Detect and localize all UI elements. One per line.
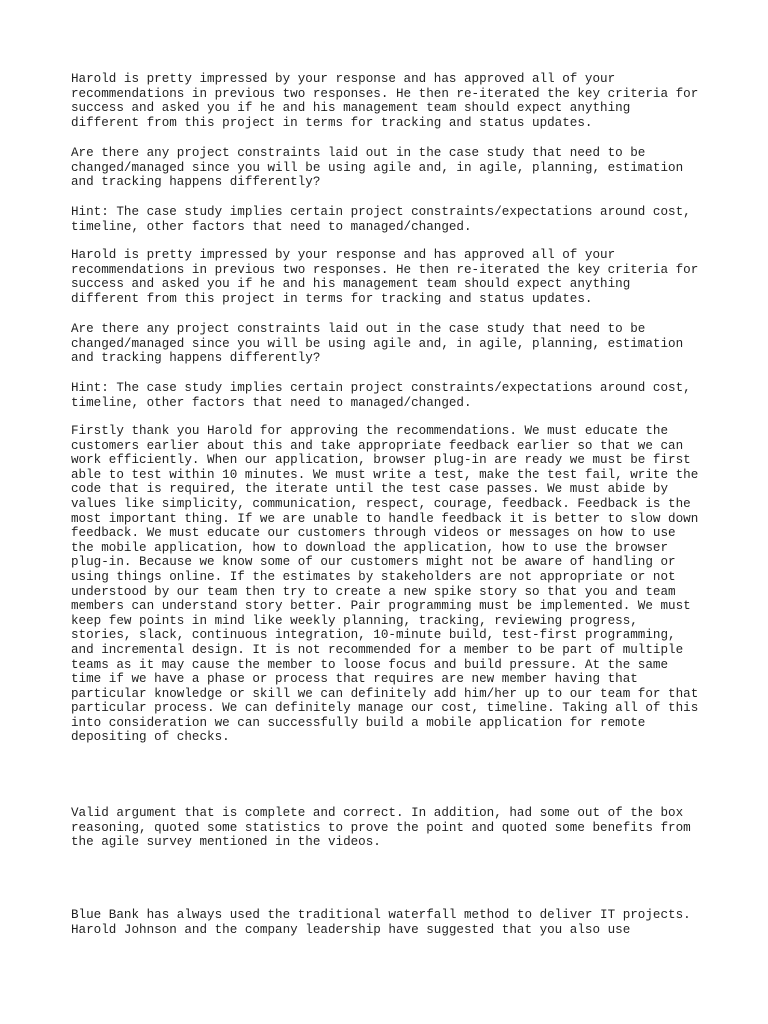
paragraph-hint-repeat: Hint: The case study implies certain project constraints/expectations around cost, timeline, other factors that need to managed/changed.: [71, 381, 691, 410]
paragraph-blue-bank: Blue Bank has always used the traditional waterfall method to deliver IT projects. Harold Johnson and the company leadership have suggested that you also use: [71, 908, 691, 937]
paragraph-answer: Firstly thank you Harold for approving the recommendations. We must educate the customers earlier about this and take appropriate feedback earlier so that we can work efficiently. When our application, browser plug-in are ready we must be first able to test within 10 minutes. We must write a test, make the test fail, write the code that is required, the iterate until the test case passes. We must abide by values like simplicity, communication, respect, courage, feedback. Feedback is the most important thing. If we are unable to handle feedback it is better to slow down feedback. We must educate our customers through videos or messages on how to use the mobile application, how to download the application, how to use the browser plug-in. Because we know some of our customers might not be aware of handling or using things online. If the estimates by stakeholders are not appropriate or not understood by our team then try to create a new spike story so that you and team members can understand story better. Pair programming must be implemented. We must keep few points in mind like weekly planning, tracking, reviewing progress, stories, slack, continuous integration, 10-minute build, test-first programming, and incremental design. It is not recommended for a member to be part of multiple teams as it may cause the member to loose focus and build pressure. At the same time if we have a phase or process that requires are new member having that particular knowledge or skill we can definitely add him/her up to our team for that particular process. We can definitely manage our cost, timeline. Taking all of this into consideration we can successfully build a mobile application for remote depositing of checks.: [71, 424, 699, 745]
paragraph-project-constraints-question-repeat: Are there any project constraints laid out in the case study that need to be changed/managed since you will be using agile and, in agile, planning, estimation and tracking happens differently?: [71, 322, 684, 366]
paragraph-hint: Hint: The case study implies certain project constraints/expectations around cost, timeline, other factors that need to managed/changed.: [71, 205, 691, 234]
paragraph-feedback: Valid argument that is complete and correct. In addition, had some out of the box reasoning, quoted some statistics to prove the point and quoted some benefits from the agile survey mentioned in the videos.: [71, 806, 691, 850]
paragraph-project-constraints-question: Are there any project constraints laid out in the case study that need to be changed/managed since you will be using agile and, in agile, planning, estimation and tracking happens differently?: [71, 146, 684, 190]
paragraph-harold-impressed: Harold is pretty impressed by your response and has approved all of your recommendations in previous two responses. He then re-iterated the key criteria for success and asked you if he and his management team should expect anything different from this project in terms for tracking and status updates.: [71, 72, 699, 130]
paragraph-harold-impressed-repeat: Harold is pretty impressed by your response and has approved all of your recommendations in previous two responses. He then re-iterated the key criteria for success and asked you if he and his management team should expect anything different from this project in terms for tracking and status updates.: [71, 248, 699, 306]
